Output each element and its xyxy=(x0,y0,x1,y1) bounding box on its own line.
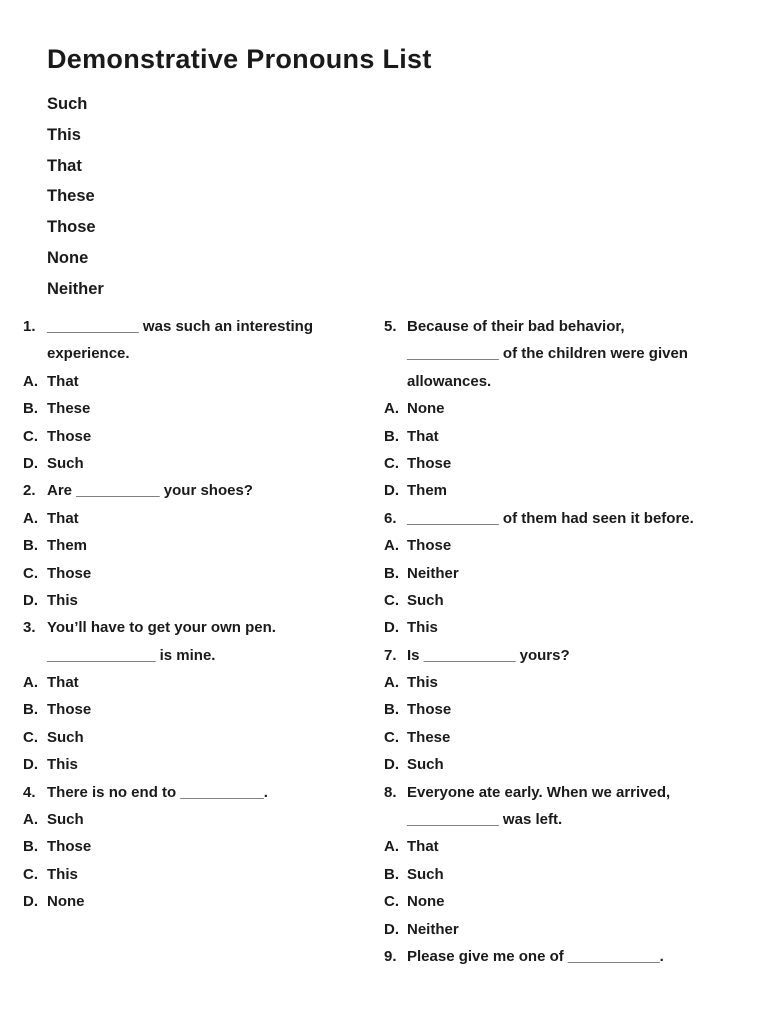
item-text: Those xyxy=(407,454,452,472)
item-text: ___________ was left. xyxy=(407,811,563,829)
item-label: C. xyxy=(23,728,38,746)
item-label: 9. xyxy=(384,947,397,965)
answer-option xyxy=(0,450,360,477)
question-line xyxy=(0,614,360,641)
item-text: You’ll have to get your own pen. xyxy=(47,619,276,637)
answer-option xyxy=(0,587,360,614)
answer-option xyxy=(0,861,360,888)
item-label: A. xyxy=(384,537,399,555)
answer-option xyxy=(0,806,360,833)
page-title: Demonstrative Pronouns List xyxy=(47,44,432,74)
answer-option xyxy=(0,368,360,395)
right-question-column xyxy=(360,313,720,970)
item-label: 8. xyxy=(384,783,397,801)
item-text: Those xyxy=(47,701,92,719)
answer-option xyxy=(0,888,360,915)
item-text: Such xyxy=(407,756,444,774)
pronoun-item: Such xyxy=(47,95,88,113)
item-text: That xyxy=(47,509,79,527)
item-text: ___________ of them had seen it before. xyxy=(407,509,694,527)
item-text: That xyxy=(407,427,439,445)
item-label: 6. xyxy=(384,509,397,527)
item-text: _____________ is mine. xyxy=(47,646,216,664)
answer-option xyxy=(360,450,720,477)
item-text: Neither xyxy=(407,920,459,938)
item-label: B. xyxy=(23,838,38,856)
pronoun-item: Those xyxy=(47,218,96,237)
item-text: Is ___________ yours? xyxy=(407,646,570,664)
item-text: There is no end to __________. xyxy=(47,783,268,801)
answer-option xyxy=(360,916,720,943)
item-text: None xyxy=(47,893,85,911)
item-label: D. xyxy=(384,619,399,637)
item-text: That xyxy=(47,674,79,692)
answer-option xyxy=(360,614,720,641)
question-line xyxy=(360,943,720,970)
item-label: 2. xyxy=(23,482,36,500)
answer-option xyxy=(360,833,720,860)
item-text: That xyxy=(47,372,79,390)
item-label: 5. xyxy=(384,318,397,335)
question-line xyxy=(360,313,720,340)
answer-option xyxy=(0,560,360,587)
answer-option xyxy=(0,833,360,860)
question-line xyxy=(0,477,360,504)
answer-option xyxy=(0,505,360,532)
item-text: Those xyxy=(47,427,92,445)
item-text: ___________ was such an interesting xyxy=(47,318,313,335)
pronoun-item: Neither xyxy=(47,279,104,298)
item-text: Everyone ate early. When we arrived, xyxy=(407,783,671,801)
item-label: D. xyxy=(23,756,38,774)
answer-option xyxy=(0,751,360,778)
question-line xyxy=(0,340,360,367)
question-line xyxy=(360,505,720,532)
answer-option xyxy=(360,423,720,450)
answer-option xyxy=(0,696,360,723)
item-label: B. xyxy=(23,537,38,555)
item-label: C. xyxy=(23,427,38,445)
item-label: 4. xyxy=(23,783,36,801)
item-label: A. xyxy=(23,811,38,829)
item-label: C. xyxy=(384,728,399,746)
item-label: D. xyxy=(23,893,38,911)
answer-option xyxy=(360,532,720,559)
item-text: That xyxy=(407,838,439,856)
item-label: B. xyxy=(384,564,399,582)
item-label: B. xyxy=(384,701,399,719)
answer-option xyxy=(360,724,720,751)
item-text: experience. xyxy=(47,345,130,363)
item-label: D. xyxy=(23,591,38,609)
item-text: Those xyxy=(407,537,452,555)
question-line xyxy=(360,779,720,806)
pronoun-item: These xyxy=(47,187,95,206)
answer-option xyxy=(360,477,720,504)
item-text: This xyxy=(47,591,78,609)
answer-option xyxy=(360,861,720,888)
item-label: B. xyxy=(384,865,399,883)
answer-option xyxy=(360,888,720,915)
item-text: Because of their bad behavior, xyxy=(407,318,625,335)
item-label: A. xyxy=(384,838,399,856)
answer-option xyxy=(360,587,720,614)
answer-option xyxy=(360,669,720,696)
item-label: C. xyxy=(23,564,38,582)
item-label: C. xyxy=(384,454,399,472)
left-question-column xyxy=(0,313,360,916)
item-text: Such xyxy=(407,865,444,883)
item-text: Them xyxy=(407,482,448,500)
question-line xyxy=(360,806,720,833)
answer-option xyxy=(360,560,720,587)
item-label: A. xyxy=(23,372,38,390)
item-label: 7. xyxy=(384,646,397,664)
question-line xyxy=(0,779,360,806)
item-text: This xyxy=(47,756,78,774)
question-line xyxy=(360,642,720,669)
item-text: This xyxy=(47,865,78,883)
item-text: Are __________ your shoes? xyxy=(47,482,253,500)
item-label: D. xyxy=(23,454,38,472)
item-label: B. xyxy=(384,427,399,445)
pronoun-list xyxy=(47,92,104,308)
question-line xyxy=(0,313,360,340)
answer-option xyxy=(360,751,720,778)
item-label: C. xyxy=(384,591,399,609)
answer-option xyxy=(360,696,720,723)
item-text: Those xyxy=(47,564,92,582)
item-text: ___________ of the children were given xyxy=(407,345,688,363)
item-label: C. xyxy=(384,893,399,911)
item-text: Such xyxy=(47,454,84,472)
item-text: Them xyxy=(47,537,88,555)
item-text: Those xyxy=(47,838,92,856)
item-label: B. xyxy=(23,400,38,418)
item-label: D. xyxy=(384,920,399,938)
answer-option xyxy=(0,395,360,422)
pronoun-item: None xyxy=(47,248,89,267)
item-label: D. xyxy=(384,482,399,500)
question-line xyxy=(0,642,360,669)
item-text: These xyxy=(47,400,91,418)
item-text: This xyxy=(407,674,438,692)
item-label: A. xyxy=(384,674,399,692)
answer-option xyxy=(360,395,720,422)
item-text: None xyxy=(407,400,445,418)
item-text: Those xyxy=(407,701,452,719)
answer-option xyxy=(0,532,360,559)
answer-option xyxy=(0,423,360,450)
item-text: Neither xyxy=(407,564,459,582)
answer-option xyxy=(0,669,360,696)
item-label: A. xyxy=(384,400,399,418)
question-line xyxy=(360,340,720,367)
item-text: Please give me one of ___________. xyxy=(407,947,664,965)
item-text: Such xyxy=(47,811,84,829)
item-text: Such xyxy=(407,591,444,609)
item-text: Such xyxy=(47,728,84,746)
pronoun-item: That xyxy=(47,156,82,175)
question-line xyxy=(360,368,720,395)
item-label: A. xyxy=(23,674,38,692)
item-label: D. xyxy=(384,756,399,774)
item-label: 1. xyxy=(23,318,36,335)
item-label: 3. xyxy=(23,619,36,637)
item-label: B. xyxy=(23,701,38,719)
item-text: This xyxy=(407,619,438,637)
item-text: None xyxy=(407,893,445,911)
item-text: allowances. xyxy=(407,372,492,390)
answer-option xyxy=(0,724,360,751)
item-text: These xyxy=(407,728,451,746)
pronoun-item: This xyxy=(47,125,81,144)
item-label: A. xyxy=(23,509,38,527)
item-label: C. xyxy=(23,865,38,883)
